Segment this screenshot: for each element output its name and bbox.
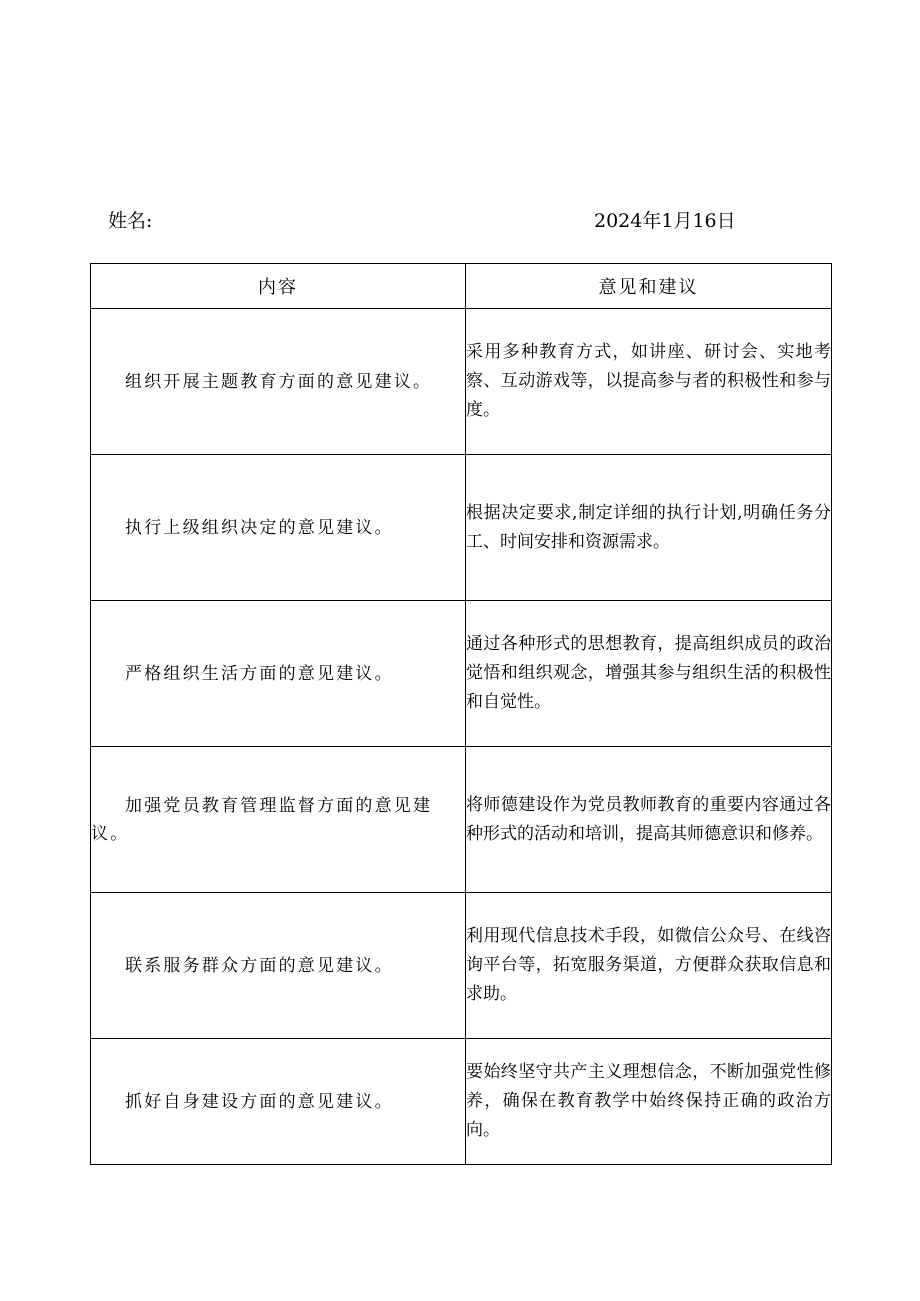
topic-text: 严格组织生活方面的意见建议。 bbox=[125, 663, 394, 684]
topic-text: 联系服务群众方面的意见建议。 bbox=[125, 955, 394, 976]
topic-cell bbox=[91, 747, 466, 893]
table-row bbox=[91, 601, 832, 747]
topic-cell bbox=[91, 1039, 466, 1165]
topic-cell bbox=[91, 455, 466, 601]
table-row bbox=[91, 893, 832, 1039]
advice-cell: 将师德建设作为党员教师教育的重要内容通过各种形式的活动和培训，提高其师德意识和修养。 bbox=[466, 747, 832, 893]
advice-cell: 要始终坚守共产主义理想信念，不断加强党性修养，确保在教育教学中始终保持正确的政治方向。 bbox=[466, 1039, 832, 1165]
topic-text: 加强党员教育管理监督方面的意见建议。 bbox=[91, 795, 433, 844]
topic-text: 执行上级组织决定的意见建议。 bbox=[125, 517, 394, 538]
name-label: 姓名: bbox=[108, 210, 153, 232]
topic-text: 组织开展主题教育方面的意见建议。 bbox=[125, 371, 433, 392]
table-row bbox=[91, 1039, 832, 1165]
document-date: 2024年1月16日 bbox=[594, 210, 736, 232]
topic-text: 抓好自身建设方面的意见建议。 bbox=[125, 1091, 394, 1112]
table-row bbox=[91, 455, 832, 601]
table-row bbox=[91, 747, 832, 893]
topic-cell bbox=[91, 601, 466, 747]
advice-cell: 根据决定要求,制定详细的执行计划,明确任务分工、时间安排和资源需求。 bbox=[466, 455, 832, 601]
advice-cell: 采用多种教育方式，如讲座、研讨会、实地考察、互动游戏等，以提高参与者的积极性和参与度。 bbox=[466, 309, 832, 455]
topic-cell bbox=[91, 309, 466, 455]
column-header-advice: 意见和建议 bbox=[466, 264, 832, 309]
table-row bbox=[91, 309, 832, 455]
column-header-content: 内容 bbox=[91, 264, 466, 309]
advice-cell: 利用现代信息技术手段，如微信公众号、在线咨询平台等，拓宽服务渠道，方便群众获取信息和求助。 bbox=[466, 893, 832, 1039]
table-header-row bbox=[91, 264, 832, 309]
topic-cell bbox=[91, 893, 466, 1039]
advice-cell: 通过各种形式的思想教育，提高组织成员的政治觉悟和组织观念，增强其参与组织生活的积极性和自觉性。 bbox=[466, 601, 832, 747]
feedback-table bbox=[90, 263, 832, 1165]
